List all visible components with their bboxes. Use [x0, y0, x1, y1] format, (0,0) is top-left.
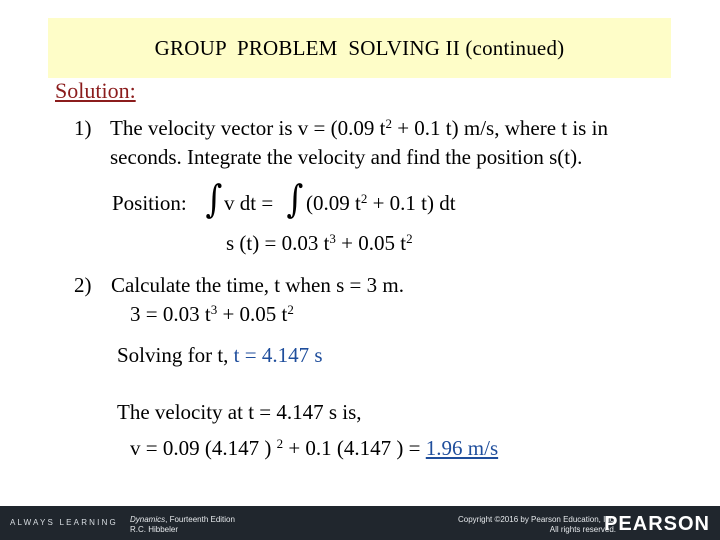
solving-value: t = 4.147 s	[233, 343, 323, 367]
velocity-eq-b: + 0.1 (4.147 ) =	[283, 436, 426, 460]
position-result-b: + 0.05 t	[335, 231, 407, 255]
book-info	[130, 515, 235, 535]
step2-eq-sup1: 3	[210, 302, 218, 317]
integral-lhs: v dt =	[224, 191, 274, 215]
step1-line1-b: + 0.1 t) m/s, where t is in	[391, 116, 608, 140]
solution-label: Solution:	[55, 78, 136, 103]
always-learning-text: ALWAYS LEARNING	[10, 518, 118, 527]
step2-line1: Calculate the time, t when s = 3 m.	[111, 273, 404, 297]
velocity-answer: 1.96 m/s	[425, 436, 499, 460]
integral-symbol-1: ∫	[205, 177, 223, 221]
velocity-equation	[130, 436, 498, 461]
slide-title: GROUP PROBLEM SOLVING II (continued)	[154, 35, 565, 60]
position-result-sup2: 2	[406, 231, 413, 246]
step2-eq-a: 3 = 0.03 t	[130, 302, 211, 326]
book-title-line	[130, 515, 235, 525]
velocity-eq-sup: 2	[276, 436, 284, 451]
step2-eq-sup2: 2	[287, 302, 294, 317]
copyright-line1: Copyright ©2016 by Pearson Education, Inc.	[458, 515, 616, 524]
footer-bar	[0, 506, 720, 540]
integral-rhs-b: + 0.1 t) dt	[367, 191, 456, 215]
book-edition: , Fourteenth Edition	[165, 515, 235, 524]
step1-line1	[110, 116, 608, 141]
step2-eq-b: + 0.05 t	[217, 302, 288, 326]
position-result-sup1: 3	[329, 231, 336, 246]
step2-number: 2)	[74, 273, 92, 297]
step2-equation	[130, 302, 294, 327]
step1-line1-sup: 2	[385, 116, 392, 131]
step1-line1-a: The velocity vector is v = (0.09 t	[110, 116, 386, 140]
step1-line2: seconds. Integrate the velocity and find the position s(t).	[110, 145, 583, 169]
position-label: Position:	[112, 191, 187, 215]
integral-rhs-a: (0.09 t	[306, 191, 361, 215]
solving-line	[117, 343, 323, 368]
velocity-line: The velocity at t = 4.147 s is,	[117, 400, 362, 424]
integral-rhs-sup: 2	[360, 191, 368, 206]
pearson-logo: PEARSON	[604, 513, 710, 535]
integral-symbol-2: ∫	[286, 177, 304, 221]
copyright-info	[458, 515, 616, 535]
slide-title-bar	[48, 18, 671, 78]
book-author: R.C. Hibbeler	[130, 525, 179, 534]
copyright-line2: All rights reserved.	[549, 525, 616, 534]
book-title: Dynamics	[130, 515, 166, 524]
position-result-a: s (t) = 0.03 t	[226, 231, 330, 255]
velocity-eq-a: v = 0.09 (4.147 )	[130, 436, 277, 460]
position-result	[226, 231, 413, 256]
step1-number: 1)	[74, 116, 92, 140]
integral-rhs	[306, 191, 456, 216]
solving-prefix: Solving for t,	[117, 343, 234, 367]
